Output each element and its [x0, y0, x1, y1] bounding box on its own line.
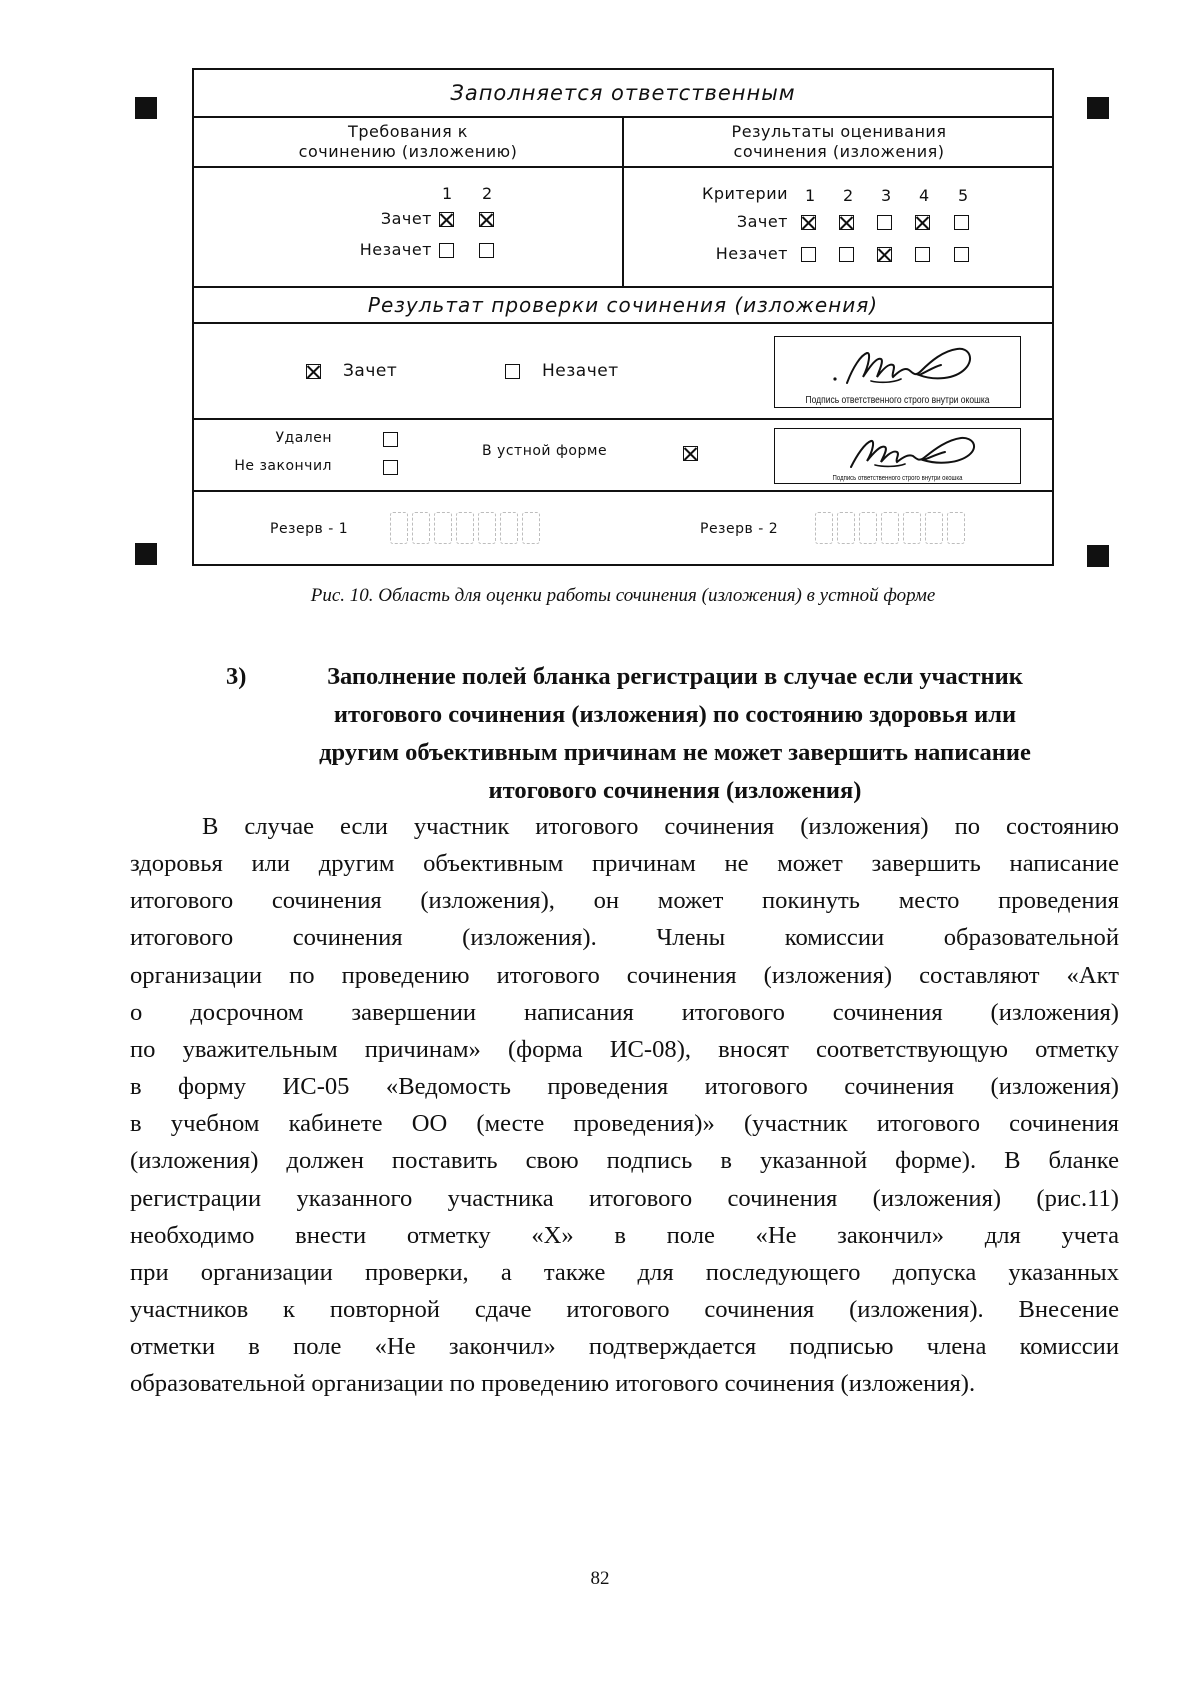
- removed-label: Удален: [275, 430, 332, 446]
- corner-marker-top-left: [135, 97, 157, 119]
- reserve-cell[interactable]: [500, 512, 518, 544]
- paragraph-line: при организации проверки, а также для последующего допуска указанных: [130, 1258, 1119, 1286]
- results-pass-checkbox-3[interactable]: [877, 215, 892, 230]
- reserve-cell[interactable]: [412, 512, 430, 544]
- status-row: [194, 420, 1052, 492]
- paragraph-line: отметки в поле «Не закончил» подтверждается подписью члена комиссии: [130, 1333, 1119, 1361]
- section-titles-row: [194, 118, 1052, 168]
- results-pass-checkbox-4[interactable]: [915, 215, 930, 230]
- figure-caption: Рис. 10. Область для оценки работы сочинения (изложения) в устной форме: [310, 585, 936, 606]
- reserve-cell[interactable]: [434, 512, 452, 544]
- requirements-title: [194, 122, 622, 162]
- check-result-pass-checkbox[interactable]: [306, 364, 321, 379]
- results-fail-label: Незачет: [715, 244, 788, 263]
- reserve-cell[interactable]: [881, 512, 899, 544]
- signature-caption: Подпись ответственного строго внутри окошка: [805, 395, 990, 406]
- reserve-cell[interactable]: [390, 512, 408, 544]
- requirements-col-1: 1: [442, 184, 453, 203]
- reserve-cell[interactable]: [837, 512, 855, 544]
- requirements-pass-label: Зачет: [380, 209, 432, 228]
- reserve-1-label: Резерв - 1: [270, 521, 349, 537]
- signature-image: [775, 337, 1020, 391]
- paragraph-line: по уважительным причинам» (форма ИС-08), вносят соответствующую отметку: [130, 1035, 1119, 1063]
- reserve-2-cells[interactable]: [815, 512, 965, 544]
- results-col-4: 4: [919, 186, 930, 205]
- corner-marker-bottom-right: [1087, 545, 1109, 567]
- body-paragraph: [130, 808, 1119, 1403]
- oral-label: В устной форме: [482, 443, 608, 459]
- reserve-cell[interactable]: [947, 512, 965, 544]
- results-fail-checkbox-1[interactable]: [801, 247, 816, 262]
- paragraph-line: в учебном кабинете ОО (месте проведения)» (участник итогового сочинения: [130, 1110, 1119, 1138]
- check-result-fail-checkbox[interactable]: [505, 364, 520, 379]
- criteria-label: Критерии: [701, 184, 788, 203]
- not-finished-label: Не закончил: [234, 458, 332, 474]
- results-pass-checkbox-5[interactable]: [954, 215, 969, 230]
- paragraph-line: организации по проведению итогового сочинения (изложения) составляют «Акт: [130, 961, 1119, 989]
- reserve-cell[interactable]: [815, 512, 833, 544]
- check-result-pass-label: Зачет: [343, 361, 398, 381]
- signature-box-status[interactable]: [774, 428, 1021, 484]
- signature-caption: Подпись ответственного строго внутри окошка: [832, 473, 963, 482]
- form-header-text: Заполняется ответственным: [450, 81, 796, 105]
- heading-line: другим объективным причинам не может завершить написание: [319, 739, 1031, 766]
- reserve-cell[interactable]: [456, 512, 474, 544]
- reserve-1-cells[interactable]: [390, 512, 540, 544]
- heading-line: итогового сочинения (изложения) по состоянию здоровья или: [333, 701, 1017, 728]
- reserve-2-label: Резерв - 2: [700, 521, 779, 537]
- requirements-pass-checkbox-2[interactable]: [479, 212, 494, 227]
- results-fail-checkbox-4[interactable]: [915, 247, 930, 262]
- registration-form-figure: [192, 68, 1054, 566]
- paragraph-line: (изложения) должен поставить свою подпись в указанной форме). В бланке: [130, 1147, 1119, 1175]
- results-fail-checkbox-2[interactable]: [839, 247, 854, 262]
- results-title-line1: Результаты оценивания: [731, 122, 947, 141]
- section-number: 3): [226, 663, 247, 690]
- corner-marker-top-right: [1087, 97, 1109, 119]
- results-pass-label: Зачет: [736, 212, 788, 231]
- section-heading: [220, 658, 1130, 810]
- divider: [622, 168, 624, 286]
- signature-box-result[interactable]: [774, 336, 1021, 408]
- results-col-1: 1: [805, 186, 816, 205]
- results-title-line2: сочинения (изложения): [733, 142, 945, 161]
- requirements-fail-checkbox-2[interactable]: [479, 243, 494, 258]
- oral-checkbox[interactable]: [683, 446, 698, 461]
- check-result-row: [194, 324, 1052, 420]
- heading-line: Заполнение полей бланка регистрации в случае если участник: [327, 663, 1023, 690]
- paragraph-line: регистрации указанного участника итогового сочинения (изложения) (рис.11): [130, 1184, 1119, 1212]
- results-col-5: 5: [958, 186, 969, 205]
- signature-image: [775, 429, 1020, 473]
- reserve-cell[interactable]: [859, 512, 877, 544]
- check-result-fail-label: Незачет: [542, 361, 619, 381]
- grading-grids-row: [194, 168, 1052, 288]
- form-header: [194, 70, 1052, 118]
- results-pass-checkbox-1[interactable]: [801, 215, 816, 230]
- paragraph-line: в форму ИС-05 «Ведомость проведения итогового сочинения (изложения): [130, 1073, 1119, 1101]
- check-result-title-row: [194, 288, 1052, 324]
- paragraph-line: образовательной организации по проведению итогового сочинения (изложения).: [130, 1370, 976, 1398]
- results-fail-checkbox-5[interactable]: [954, 247, 969, 262]
- check-result-title: Результат проверки сочинения (изложения): [367, 293, 879, 317]
- results-col-3: 3: [881, 186, 892, 205]
- requirements-fail-checkbox-1[interactable]: [439, 243, 454, 258]
- not-finished-checkbox[interactable]: [383, 460, 398, 475]
- reserve-cell[interactable]: [925, 512, 943, 544]
- paragraph-line: участников к повторной сдаче итогового сочинения (изложения). Внесение: [130, 1296, 1119, 1324]
- requirements-pass-checkbox-1[interactable]: [439, 212, 454, 227]
- page-number: 82: [590, 1568, 610, 1589]
- results-fail-checkbox-3[interactable]: [877, 247, 892, 262]
- paragraph-line: здоровья или другим объективным причинам не может завершить написание: [130, 850, 1119, 878]
- results-col-2: 2: [843, 186, 854, 205]
- requirements-title-line1: Требования к: [348, 122, 468, 141]
- heading-line: итогового сочинения (изложения): [488, 777, 862, 804]
- paragraph-line: итогового сочинения (изложения). Члены комиссии образовательной: [130, 924, 1119, 952]
- results-title: [624, 122, 1054, 162]
- reserve-cell[interactable]: [478, 512, 496, 544]
- removed-checkbox[interactable]: [383, 432, 398, 447]
- results-pass-checkbox-2[interactable]: [839, 215, 854, 230]
- requirements-col-2: 2: [482, 184, 493, 203]
- corner-marker-bottom-left: [135, 543, 157, 565]
- paragraph-line: итогового сочинения (изложения), он может покинуть место проведения: [130, 887, 1119, 915]
- reserve-cell[interactable]: [903, 512, 921, 544]
- paragraph-line: В случае если участник итогового сочинения (изложения) по состоянию: [202, 813, 1119, 840]
- reserve-row: [194, 492, 1052, 566]
- requirements-fail-label: Незачет: [359, 240, 432, 259]
- paragraph-line: необходимо внести отметку «Х» в поле «Не закончил» для учета: [130, 1221, 1119, 1249]
- reserve-cell[interactable]: [522, 512, 540, 544]
- requirements-title-line2: сочинению (изложению): [298, 142, 518, 161]
- paragraph-line: о досрочном завершении написания итогового сочинения (изложения): [130, 998, 1119, 1026]
